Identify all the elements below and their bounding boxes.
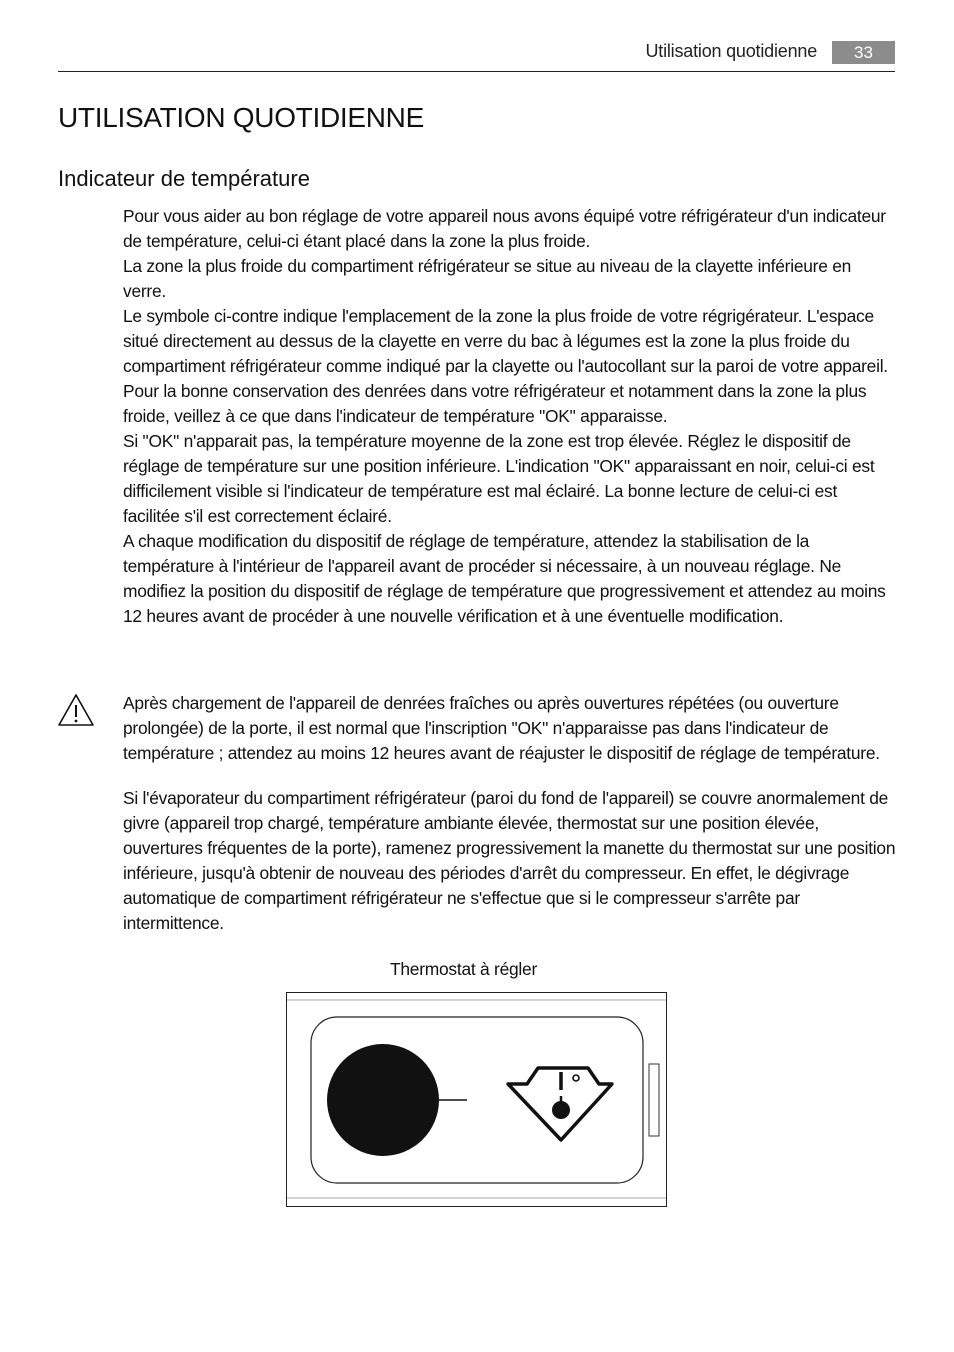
- page-number: 33: [832, 41, 895, 64]
- paragraph: Pour vous aider au bon réglage de votre appareil nous avons équipé votre réfrigérateur d'un indicateur de température, celui-ci étant placé dans la zone la plus froide.: [123, 206, 886, 251]
- main-title: UTILISATION QUOTIDIENNE: [58, 102, 424, 133]
- figure-caption: Thermostat à régler: [390, 959, 537, 979]
- body-text: [123, 204, 898, 629]
- paragraph: La zone la plus froide du compartiment réfrigérateur se situe au niveau de la clayette inférieure en verre.: [123, 256, 852, 301]
- section-title: Indicateur de température: [58, 166, 310, 191]
- thermostat-figure: [286, 992, 667, 1207]
- warning-text: [123, 691, 898, 936]
- warning-triangle-icon: [57, 693, 95, 727]
- paragraph: Le symbole ci-contre indique l'emplacement de la zone la plus froide de votre régrigérateur. L'espace situé directement au dessus de la clayette en verre du bac à légumes est la zone la plus froide du compartiment réfrigérateur comme indiqué par la clayette ou l'autocollant sur la paroi de votre appareil.: [123, 306, 888, 376]
- page-header: [58, 38, 895, 72]
- warning-paragraph: Si l'évaporateur du compartiment réfrigérateur (paroi du fond de l'appareil) se couvre anormalement de givre (appareil trop chargé, température ambiante élevée, thermostat sur une position élevée, ouvertures fréquentes de la porte), ramenez progressivement la manette du thermostat sur une position inférieure, jusqu'à obtenir de nouveau des périodes d'arrêt du compresseur. En effet, le dégivrage automatique de compartiment réfrigérateur ne s'effectue que si le compresseur s'arrête par intermittence.: [123, 788, 896, 933]
- header-title: Utilisation quotidienne: [645, 41, 817, 61]
- paragraph: A chaque modification du dispositif de réglage de température, attendez la stabilisation de la température à l'intérieur de l'appareil avant de procéder si nécessaire, à un nouveau réglage. Ne modifiez la position du dispositif de réglage de température que progressivement et attendez au moins 12 heures avant de procéder à une nouvelle vérification et à une éventuelle modification.: [123, 531, 886, 626]
- paragraph: Si "OK" n'apparait pas, la température moyenne de la zone est trop élevée. Réglez le dispositif de réglage de température sur une position inférieure. L'indication "OK" apparaissant en noir, celui-ci est difficilement visible si l'indicateur de température est mal éclairé. La bonne lecture de celui-ci est facilitée s'il est correctement éclairé.: [123, 431, 875, 526]
- warning-paragraph: Après chargement de l'appareil de denrées fraîches ou après ouvertures répétées (ou ouverture prolongée) de la porte, il est normal que l'inscription "OK" n'apparaisse pas dans l'indicateur de température ; attendez au moins 12 heures avant de réajuster le dispositif de réglage de température.: [123, 693, 880, 763]
- paragraph: Pour la bonne conservation des denrées dans votre réfrigérateur et notamment dans la zone la plus froide, veillez à ce que dans l'indicateur de température "OK" apparaisse.: [123, 381, 867, 426]
